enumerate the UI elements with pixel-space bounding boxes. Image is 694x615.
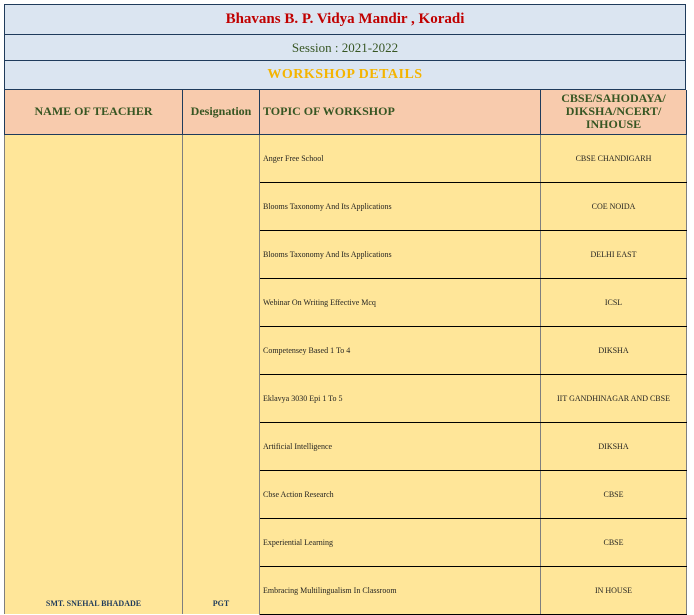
workshop-sheet bbox=[4, 4, 686, 615]
topic-cell: Blooms Taxonomy And Its Applications bbox=[260, 230, 541, 278]
topic-cell: Blooms Taxonomy And Its Applications bbox=[260, 182, 541, 230]
organizer-header-line-3: INHOUSE bbox=[585, 117, 642, 132]
table-row bbox=[5, 134, 687, 182]
organizer-cell: CBSE bbox=[541, 470, 687, 518]
organizer-cell: IN HOUSE bbox=[541, 566, 687, 614]
topic-cell: Embracing Multilingualism In Classroom bbox=[260, 566, 541, 614]
organizer-cell: IIT GANDHINAGAR AND CBSE bbox=[541, 374, 687, 422]
topic-cell: Experiential Learning bbox=[260, 518, 541, 566]
organizer-cell: CBSE CHANDIGARH bbox=[541, 134, 687, 182]
designation-cell: PGT bbox=[183, 134, 260, 614]
topic-cell: Webinar On Writing Effective Mcq bbox=[260, 278, 541, 326]
table-header-row bbox=[5, 90, 687, 134]
column-header-organizer bbox=[541, 90, 687, 134]
organizer-cell: ICSL bbox=[541, 278, 687, 326]
topic-cell: Anger Free School bbox=[260, 134, 541, 182]
school-title: Bhavans B. P. Vidya Mandir , Koradi bbox=[4, 4, 686, 35]
topic-cell: Eklavya 3030 Epi 1 To 5 bbox=[260, 374, 541, 422]
section-title: WORKSHOP DETAILS bbox=[4, 61, 686, 90]
organizer-cell: DELHI EAST bbox=[541, 230, 687, 278]
organizer-header-line-2: DIKSHA/NCERT/ bbox=[565, 104, 662, 119]
topic-cell: Cbse Action Research bbox=[260, 470, 541, 518]
topic-cell: Competensey Based 1 To 4 bbox=[260, 326, 541, 374]
topic-cell: Artificial Intelligence bbox=[260, 422, 541, 470]
session-label: Session : 2021-2022 bbox=[4, 35, 686, 61]
organizer-header-line-1: CBSE/SAHODAYA/ bbox=[561, 91, 666, 106]
teacher-name-cell: SMT. SNEHAL BHADADE bbox=[5, 134, 183, 614]
organizer-cell: CBSE bbox=[541, 518, 687, 566]
column-header-designation: Designation bbox=[183, 90, 260, 134]
column-header-topic: TOPIC OF WORKSHOP bbox=[260, 90, 541, 134]
workshop-table bbox=[4, 90, 687, 615]
organizer-cell: COE NOIDA bbox=[541, 182, 687, 230]
organizer-cell: DIKSHA bbox=[541, 326, 687, 374]
organizer-cell: DIKSHA bbox=[541, 422, 687, 470]
column-header-name: NAME OF TEACHER bbox=[5, 90, 183, 134]
